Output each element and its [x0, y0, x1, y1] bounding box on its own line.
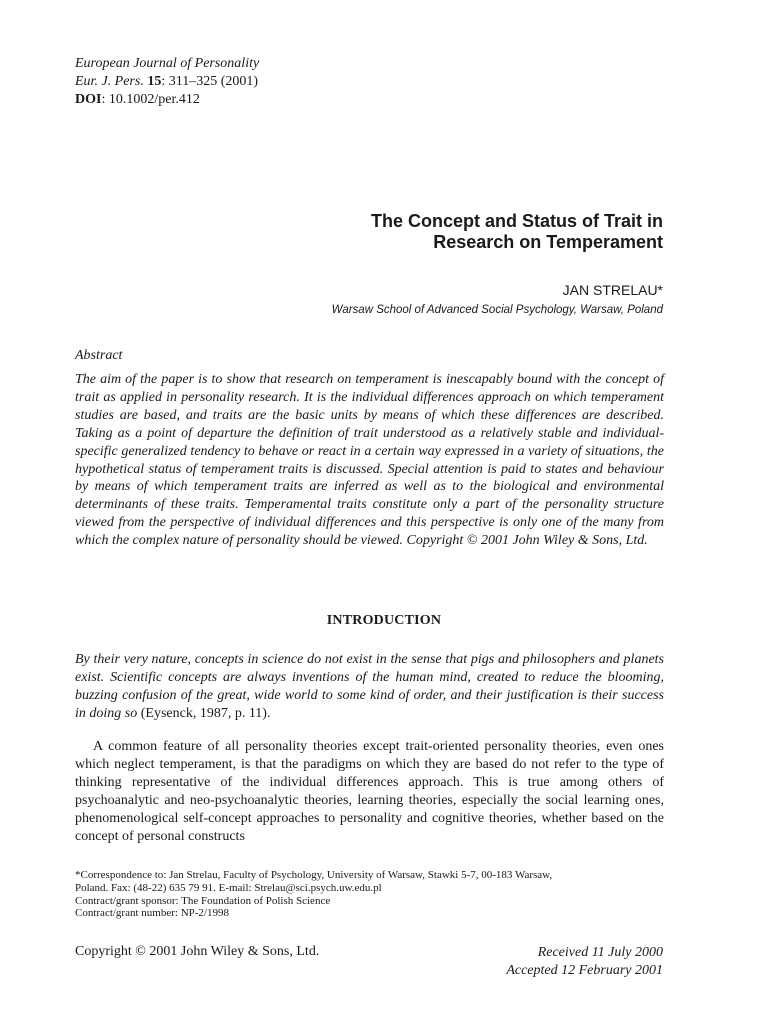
doi-label: DOI	[75, 92, 102, 107]
body-paragraph: A common feature of all personality theories except trait-oriented personality theories, even ones which neglect temperament, is that the paradigms on which they are based do not refer to the type of thinking representative of the individual differences approach. This is true among others of psychoanalytic and neo-psychoanalytic theories, learning theories, especially the social learning ones, phenomenological self-concept approaches to personality and cognitive theories, whether based on the concept of personal constructs	[75, 739, 664, 844]
pages-year: : 311–325 (2001)	[161, 74, 259, 89]
quote-text: By their very nature, concepts in science do not exist in the sense that pigs and philosophers and planets exist. Scientific concepts are always inventions of the human mind, created to reduce the blooming, buzzing confusion of the great, wide world to some kind of order, and their justification is their success in doing so	[75, 652, 664, 721]
accepted-date: Accepted 12 February 2001	[506, 963, 663, 978]
submission-dates	[506, 944, 663, 980]
title-line-1: The Concept and Status of Trait in	[370, 211, 663, 231]
journal-citation	[75, 73, 259, 91]
author-affiliation: Warsaw School of Advanced Social Psychology, Warsaw, Poland	[331, 304, 663, 316]
introduction-heading: INTRODUCTION	[326, 613, 442, 628]
citation-prefix: Eur. J. Pers.	[75, 74, 144, 89]
journal-header	[75, 55, 259, 109]
received-date: Received 11 July 2000	[537, 945, 663, 960]
doi-value: : 10.1002/per.412	[101, 92, 200, 107]
abstract-heading: Abstract	[75, 348, 123, 363]
article-title	[371, 211, 663, 253]
correspondence-line-2: Poland. Fax: (48-22) 635 79 91. E-mail: Strelau@sci.psych.uw.edu.pl	[75, 881, 382, 894]
volume-number: 15	[147, 74, 162, 89]
epigraph-quote	[75, 651, 664, 723]
doi-line	[75, 91, 259, 109]
quote-citation: (Eysenck, 1987, p. 11).	[137, 705, 271, 721]
abstract-text: The aim of the paper is to show that research on temperament is inescapably bound with the concept of trait as applied in personality research. It is the individual differences approach on which temperament studies are based, and traits are the basic units by means of which these differences are described. Taking as a point of departure the definition of trait understood as a relatively stable and individual-specific generalized tendency to behave or react in a certain way expressed in a variety of situations, the hypothetical status of temperament traits is discussed. Special attention is paid to states and behaviour by means of which temperament traits are inferred as well as to the biological and environmental determinants of these traits. Temperamental traits constitute only a part of the personality structure viewed from the perspective of individual differences and this perspective is only one of the many from which the complex nature of personality should be viewed. Copyright © 2001 John Wiley & Sons, Ltd.	[75, 372, 664, 549]
correspondence-line-1: *Correspondence to: Jan Strelau, Faculty of Psychology, University of Warsaw, Stawki 5-7, 00-183 Warsaw,	[75, 869, 553, 881]
grant-number: Contract/grant number: NP-2/1998	[75, 907, 229, 920]
copyright-notice: Copyright © 2001 John Wiley & Sons, Ltd.	[75, 944, 320, 959]
title-line-2: Research on Temperament	[433, 232, 663, 252]
footnotes	[75, 869, 664, 920]
author-name: JAN STRELAU*	[562, 282, 663, 298]
grant-sponsor: Contract/grant sponsor: The Foundation of Polish Science	[75, 894, 331, 907]
journal-name: European Journal of Personality	[75, 56, 260, 71]
